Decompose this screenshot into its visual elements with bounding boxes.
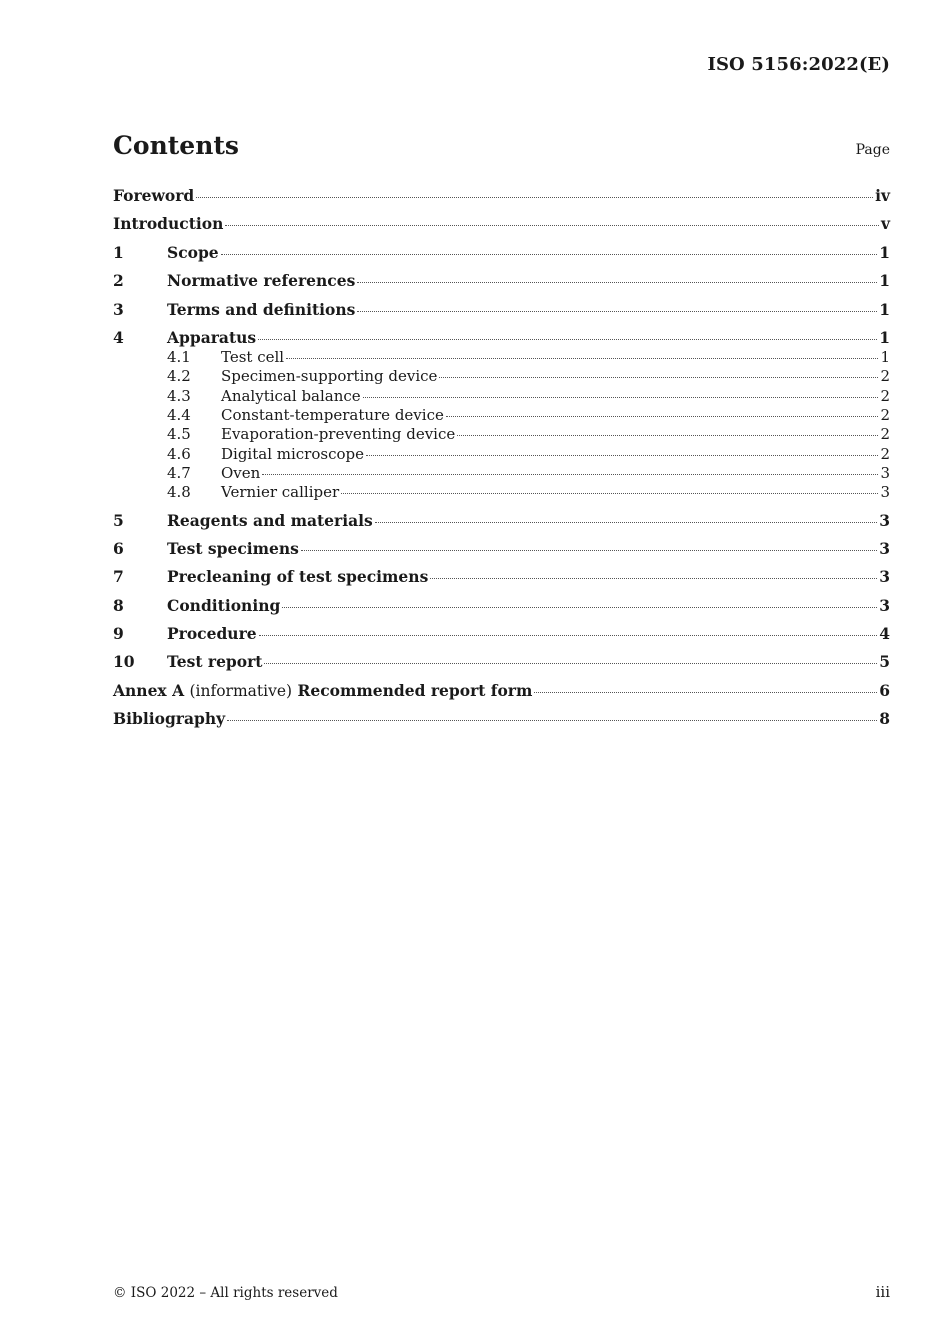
- dot-leader: [439, 377, 878, 378]
- toc-entry-number: 2: [113, 271, 124, 290]
- toc-entry-title: Evaporation-preventing device: [221, 425, 456, 443]
- dot-leader: [357, 282, 877, 283]
- toc-entry-number: 9: [113, 624, 124, 643]
- dot-leader: [225, 225, 879, 226]
- toc-entry-number: 8: [113, 596, 124, 615]
- toc-entry-page: 2: [880, 406, 890, 424]
- dot-leader: [357, 311, 877, 312]
- toc-entry-bibliography[interactable]: [113, 709, 890, 728]
- toc-entry-title: Scope: [167, 243, 219, 262]
- toc-entry-page: 8: [879, 709, 890, 728]
- toc-entry-title: Conditioning: [167, 596, 281, 615]
- dot-leader: [258, 339, 877, 340]
- toc-entry-title: [113, 681, 532, 700]
- toc-entry-page: 1: [879, 328, 890, 347]
- toc-entry-page: 3: [880, 483, 890, 501]
- toc-entry-apparatus[interactable]: [113, 328, 890, 347]
- dot-leader: [446, 416, 879, 417]
- toc-entry-page: 1: [879, 271, 890, 290]
- copyright-notice: © ISO 2022 – All rights reserved: [113, 1285, 338, 1301]
- contents-heading: Contents: [113, 131, 240, 160]
- toc-subentry-analytical-balance[interactable]: [113, 387, 890, 405]
- toc-entry-title: Normative references: [167, 271, 356, 290]
- toc-entry-title: Precleaning of test specimens: [167, 567, 429, 586]
- dot-leader: [534, 692, 877, 693]
- toc-entry-number: 4.3: [167, 387, 191, 405]
- toc-entry-title: Reagents and materials: [167, 511, 373, 530]
- toc-entry-page: 3: [880, 464, 890, 482]
- toc-entry-reagents-and-materials[interactable]: [113, 511, 890, 530]
- toc-entry-terms-and-definitions[interactable]: [113, 300, 890, 319]
- toc-entry-title: Constant-temperature device: [221, 406, 444, 424]
- toc-entry-number: 5: [113, 511, 124, 530]
- toc-subentry-oven[interactable]: [113, 464, 890, 482]
- dot-leader: [221, 254, 878, 255]
- toc-entry-page: iv: [875, 186, 890, 205]
- toc-entry-scope[interactable]: [113, 243, 890, 262]
- toc-entry-page: 2: [880, 445, 890, 463]
- toc-entry-precleaning[interactable]: [113, 567, 890, 586]
- toc-entry-title: Vernier calliper: [221, 483, 340, 501]
- toc-entry-title: Digital microscope: [221, 445, 364, 463]
- toc-entry-number: 1: [113, 243, 124, 262]
- toc-entry-normative-references[interactable]: [113, 271, 890, 290]
- toc-entry-title: Test report: [167, 652, 263, 671]
- toc-entry-title: Foreword: [113, 186, 195, 205]
- toc-entry-number: 4.6: [167, 445, 191, 463]
- annex-label: Annex A: [113, 681, 185, 700]
- document-id: ISO 5156:2022(E): [707, 54, 890, 75]
- page-column-label: Page: [855, 142, 890, 158]
- toc-entry-number: 4.5: [167, 425, 191, 443]
- toc-entry-title: Specimen-supporting device: [221, 367, 438, 385]
- toc-entry-number: 4.1: [167, 348, 191, 366]
- toc-subentry-evaporation-preventing-device[interactable]: [113, 425, 890, 443]
- toc-entry-test-report[interactable]: [113, 652, 890, 671]
- toc-subentry-constant-temperature-device[interactable]: [113, 406, 890, 424]
- dot-leader: [363, 397, 879, 398]
- toc-entry-number: 4: [113, 328, 124, 347]
- toc-entry-title: Oven: [221, 464, 261, 482]
- toc-entry-page: 3: [879, 567, 890, 586]
- page-number: iii: [875, 1283, 890, 1301]
- dot-leader: [227, 720, 877, 721]
- toc-entry-number: 4.2: [167, 367, 191, 385]
- annex-title: Recommended report form: [297, 681, 533, 700]
- toc-entry-annex-a[interactable]: [113, 681, 890, 700]
- toc-entry-title: Apparatus: [167, 328, 257, 347]
- toc-subentry-vernier-calliper[interactable]: [113, 483, 890, 501]
- toc-entry-introduction[interactable]: [113, 214, 890, 233]
- toc-entry-page: 5: [879, 652, 890, 671]
- toc-entry-page: 1: [879, 300, 890, 319]
- toc-entry-page: 1: [880, 348, 890, 366]
- table-of-contents: [113, 0, 890, 760]
- toc-entry-title: Test cell: [221, 348, 285, 366]
- dot-leader: [366, 455, 878, 456]
- toc-entry-title: Introduction: [113, 214, 224, 233]
- toc-subentry-digital-microscope[interactable]: [113, 445, 890, 463]
- toc-entry-title: Analytical balance: [221, 387, 361, 405]
- toc-entry-page: 2: [880, 387, 890, 405]
- dot-leader: [264, 663, 877, 664]
- annex-type: (informative): [189, 682, 293, 700]
- toc-entry-number: 4.8: [167, 483, 191, 501]
- toc-entry-page: v: [880, 214, 890, 233]
- dot-leader: [196, 197, 873, 198]
- toc-entry-test-specimens[interactable]: [113, 539, 890, 558]
- dot-leader: [430, 578, 877, 579]
- toc-entry-page: 2: [880, 425, 890, 443]
- toc-entry-title: Bibliography: [113, 709, 226, 728]
- dot-leader: [301, 550, 877, 551]
- toc-entry-page: 6: [879, 681, 890, 700]
- toc-entry-conditioning[interactable]: [113, 596, 890, 615]
- toc-entry-procedure[interactable]: [113, 624, 890, 643]
- toc-entry-page: 3: [879, 511, 890, 530]
- dot-leader: [259, 635, 878, 636]
- toc-entry-page: 1: [879, 243, 890, 262]
- toc-entry-page: 3: [879, 539, 890, 558]
- dot-leader: [282, 607, 877, 608]
- toc-entry-number: 3: [113, 300, 124, 319]
- dot-leader: [262, 474, 878, 475]
- toc-entry-number: 6: [113, 539, 124, 558]
- toc-entry-title: Terms and definitions: [167, 300, 356, 319]
- toc-entry-number: 7: [113, 567, 124, 586]
- toc-subentry-test-cell[interactable]: [113, 348, 890, 366]
- toc-entry-number: 10: [113, 652, 135, 671]
- dot-leader: [341, 493, 878, 494]
- dot-leader: [375, 522, 877, 523]
- toc-entry-number: 4.7: [167, 464, 191, 482]
- dot-leader: [457, 435, 878, 436]
- toc-entry-number: 4.4: [167, 406, 191, 424]
- toc-entry-page: 2: [880, 367, 890, 385]
- toc-entry-page: 4: [879, 624, 890, 643]
- toc-subentry-specimen-supporting-device[interactable]: [113, 367, 890, 385]
- dot-leader: [286, 358, 878, 359]
- toc-entry-foreword[interactable]: [113, 186, 890, 205]
- toc-entry-title: Procedure: [167, 624, 257, 643]
- toc-entry-title: Test specimens: [167, 539, 299, 558]
- toc-entry-page: 3: [879, 596, 890, 615]
